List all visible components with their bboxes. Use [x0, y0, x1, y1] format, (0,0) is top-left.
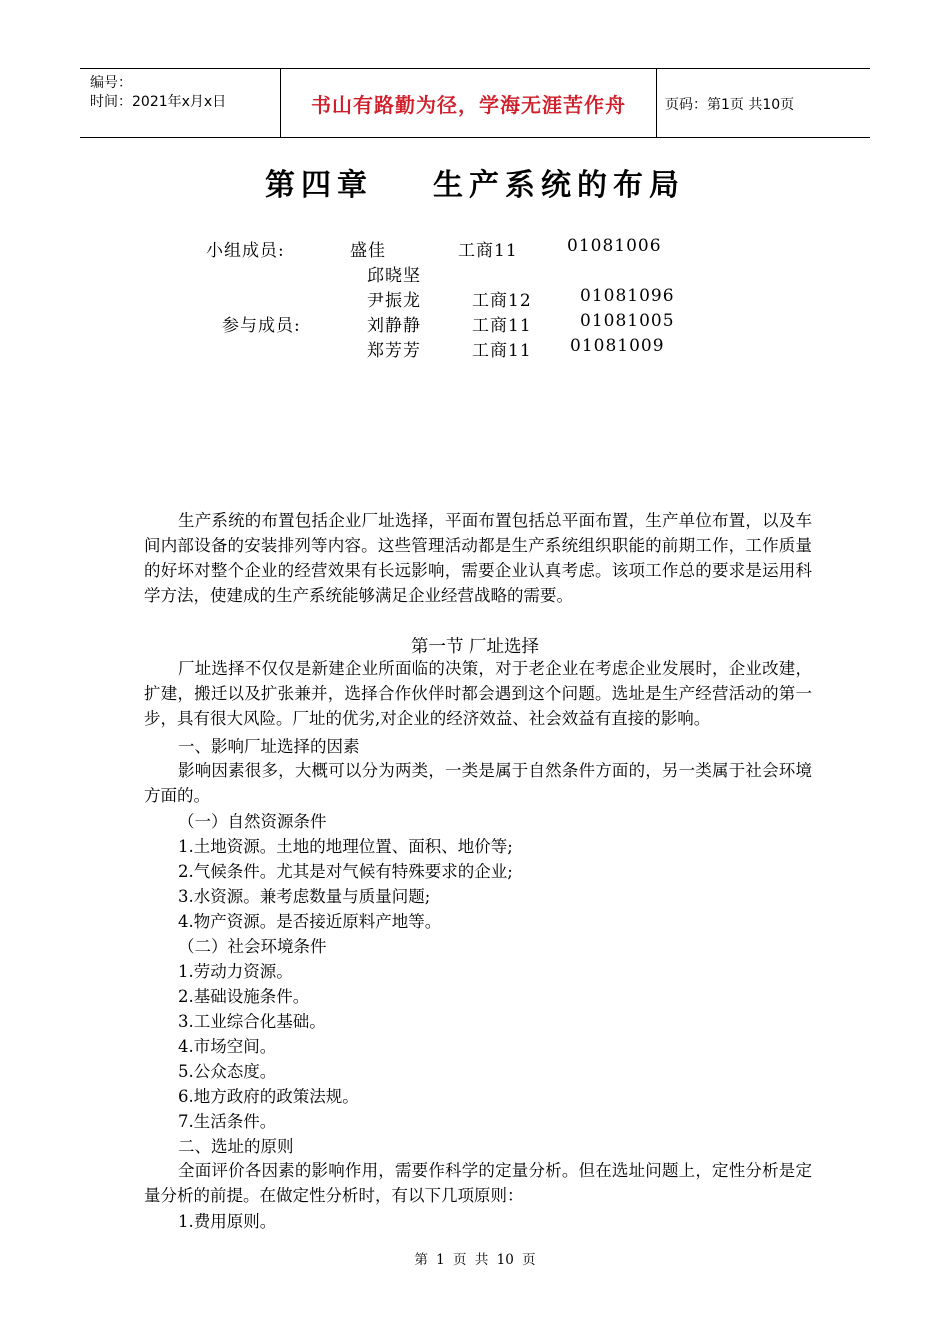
date-label: 时间：2021年x月x日: [90, 94, 227, 110]
document-header: [80, 68, 870, 138]
chapter-title: [0, 160, 950, 204]
chapter-number: 第四章: [265, 168, 373, 203]
member-class: 工商12: [472, 291, 532, 311]
member-id: 01081009: [570, 336, 665, 356]
member-name: 邱晓坚: [367, 266, 421, 286]
member-name: 盛佳: [350, 241, 386, 261]
group-members-label: 小组成员:: [206, 241, 285, 261]
member-name: 郑芳芳: [367, 341, 421, 361]
chapter-name: 生产系统的布局: [433, 168, 685, 203]
member-id: 01081005: [580, 311, 675, 331]
section-intro-paragraph: 厂址选择不仅仅是新建企业所面临的决策，对于老企业在考虑企业发展时，企业改建，扩建，搬迁以及扩张兼并，选择合作伙伴时都会遇到这个问题。选址是生产经营活动的第一步，具有很大风险。厂址的优劣,对企业的经济效益、社会效益有直接的影响。: [144, 659, 812, 728]
list-item: 5.公众态度。: [178, 1062, 277, 1081]
list-item: 2.气候条件。尤其是对气候有特殊要求的企业;: [178, 862, 513, 881]
factors-intro-paragraph: 影响因素很多，大概可以分为两类，一类是属于自然条件方面的，另一类属于社会环境方面的。: [144, 761, 812, 805]
member-class: 工商11: [472, 316, 532, 336]
number-label: 编号：: [90, 75, 132, 91]
list-item: 3.工业综合化基础。: [178, 1012, 326, 1031]
list-item: 4.物产资源。是否接近原料产地等。: [178, 912, 442, 931]
list-item: 3.水资源。兼考虑数量与质量问题;: [178, 887, 431, 906]
participants-label: 参与成员:: [222, 316, 301, 336]
list-item: 2.基础设施条件。: [178, 987, 310, 1006]
header-motto-cell: [281, 69, 657, 137]
member-name: 尹振龙: [367, 291, 421, 311]
page-info: 页码：第1页 共10页: [665, 97, 795, 113]
list-item: 1.土地资源。土地的地理位置、面积、地价等;: [178, 837, 513, 856]
header-meta-cell: [80, 69, 281, 137]
member-class: 工商11: [458, 241, 518, 261]
list-item: 6.地方政府的政策法规。: [178, 1087, 359, 1106]
section-title: 第一节 厂址选择: [410, 637, 540, 657]
natural-conditions-heading: （一）自然资源条件: [178, 812, 327, 831]
principles-intro-paragraph: 全面评价各因素的影响作用，需要作科学的定量分析。但在选址问题上，定性分析是定量分析的前提。在做定性分析时，有以下几项原则：: [144, 1161, 812, 1205]
header-page-cell: [657, 69, 870, 137]
list-item: 4.市场空间。: [178, 1037, 277, 1056]
heading-principles: 二、选址的原则: [178, 1137, 294, 1156]
heading-factors: 一、影响厂址选择的因素: [178, 737, 360, 756]
member-class: 工商11: [472, 341, 532, 361]
member-id: 01081006: [567, 236, 662, 256]
member-name: 刘静静: [367, 316, 421, 336]
list-item: 7.生活条件。: [178, 1112, 277, 1131]
intro-paragraph: 生产系统的布置包括企业厂址选择，平面布置包括总平面布置，生产单位布置，以及车间内部设备的安装排列等内容。这些管理活动都是生产系统组织职能的前期工作，工作质量的好坏对整个企业的经营效果有长远影响，需要企业认真考虑。该项工作总的要求是运用科学方法，使建成的生产系统能够满足企业经营战略的需要。: [144, 511, 812, 605]
list-item: 1.费用原则。: [178, 1212, 277, 1231]
social-conditions-heading: （二）社会环境条件: [178, 937, 327, 956]
motto: 书山有路勤为径，学海无涯苦作舟: [311, 93, 626, 117]
page-footer: 第 1 页 共 10 页: [414, 1252, 536, 1268]
member-id: 01081096: [580, 286, 675, 306]
list-item: 1.劳动力资源。: [178, 962, 293, 981]
